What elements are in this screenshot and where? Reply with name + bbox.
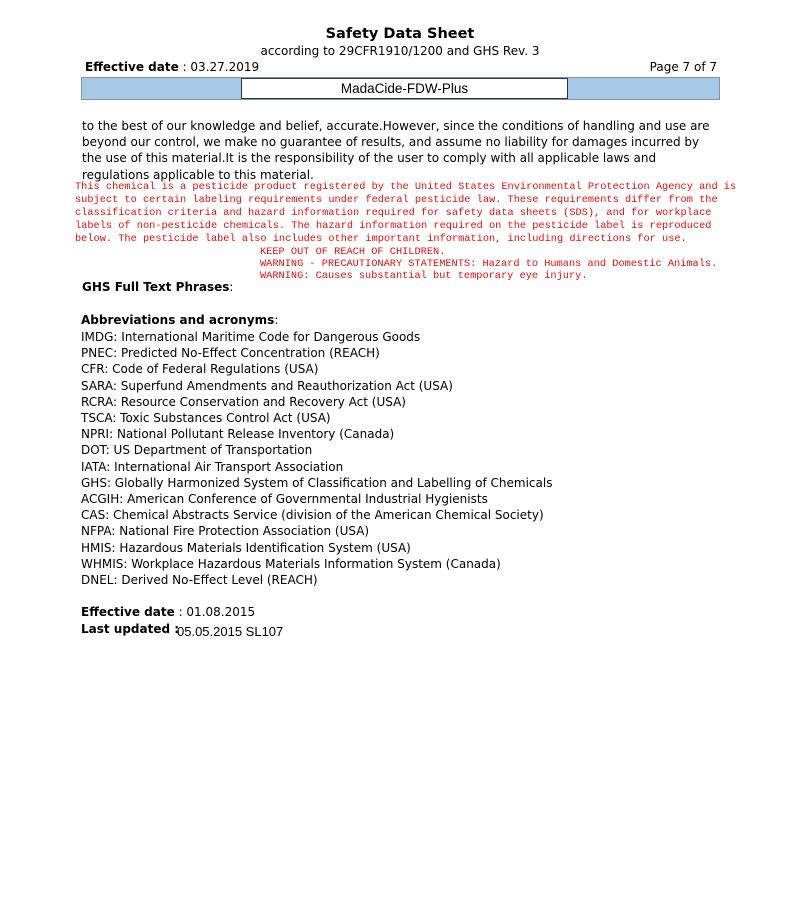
list-item: DOT: US Department of Transportation bbox=[81, 443, 313, 458]
pesticide-notice: This chemical is a pesticide product registered by the United States Environmental Protection Agency and is subject to certain labeling requirements under federal pesticide law. These requirements differ from the classification criteria and hazard information required for safety data sheets (SDS), and for workplace labels of non-pesticide chemicals. The hazard information required on the pesticide label is reproduced below. The pesticide label also includes other important information, including directions for use. bbox=[75, 181, 737, 245]
document-title: Safety Data Sheet bbox=[325, 26, 475, 42]
abbreviations-list bbox=[81, 329, 552, 588]
list-item: SARA: Superfund Amendments and Reauthorization Act (USA) bbox=[81, 378, 453, 393]
last-updated-value: 05.05.2015 SL107 bbox=[177, 624, 284, 639]
page-number: Page 7 of 7 bbox=[649, 60, 717, 74]
list-item: CAS: Chemical Abstracts Service (division of the American Chemical Society) bbox=[81, 508, 544, 523]
list-item: IATA: International Air Transport Association bbox=[81, 459, 344, 474]
list-item: DNEL: Derived No-Effect Level (REACH) bbox=[81, 573, 318, 588]
list-item: RCRA: Resource Conservation and Recovery Act (USA) bbox=[81, 394, 406, 409]
list-item: NPRI: National Pollutant Release Inventory (Canada) bbox=[81, 427, 395, 442]
effective-date-label: Effective date bbox=[85, 60, 179, 74]
list-item: CFR: Code of Federal Regulations (USA) bbox=[81, 362, 319, 377]
list-item: GHS: Globally Harmonized System of Classification and Labelling of Chemicals bbox=[81, 475, 553, 490]
abbreviations-heading-text: Abbreviations and acronyms bbox=[81, 313, 275, 327]
effective-date-bottom-value: : 01.08.2015 bbox=[178, 605, 256, 619]
list-item: NFPA: National Fire Protection Association (USA) bbox=[81, 524, 370, 539]
abbreviations-heading: Abbreviations and acronyms: bbox=[81, 313, 279, 327]
list-item: ACGIH: American Conference of Governmental Industrial Hygienists bbox=[81, 492, 488, 507]
label-line-eye-injury: WARNING: Causes substantial but temporary eye injury. bbox=[260, 270, 588, 280]
label-line-keep-out: KEEP OUT OF REACH OF CHILDREN. bbox=[260, 246, 446, 258]
ghs-heading-text: GHS Full Text Phrases bbox=[82, 280, 230, 294]
effective-date-top bbox=[85, 60, 259, 74]
list-item: TSCA: Toxic Substances Control Act (USA) bbox=[81, 411, 331, 426]
effective-date-bottom bbox=[81, 605, 255, 619]
list-item: WHMIS: Workplace Hazardous Materials Information System (Canada) bbox=[81, 556, 501, 571]
last-updated-label: Last updated : bbox=[81, 622, 180, 636]
effective-date-value: : 03.27.2019 bbox=[182, 60, 260, 74]
list-item: PNEC: Predicted No-Effect Concentration (REACH) bbox=[81, 346, 380, 361]
last-updated-label-text: Last updated bbox=[81, 622, 171, 636]
product-name: MadaCide-FDW-Plus bbox=[241, 78, 568, 99]
ghs-heading: GHS Full Text Phrases: bbox=[82, 280, 234, 294]
document-subtitle: according to 29CFR1910/1200 and GHS Rev. 3 bbox=[260, 44, 540, 58]
effective-date-bottom-label: Effective date bbox=[81, 605, 175, 619]
list-item: IMDG: International Maritime Code for Dangerous Goods bbox=[81, 330, 421, 344]
label-line-precautionary: WARNING - PRECAUTIONARY STATEMENTS: Hazard to Humans and Domestic Animals. bbox=[260, 258, 718, 270]
list-item: HMIS: Hazardous Materials Identification System (USA) bbox=[81, 540, 411, 555]
disclaimer-paragraph: to the best of our knowledge and belief, accurate.However, since the conditions of handling and use are beyond our control, we make no guarantee of results, and assume no liability for damages incurred by the use of this material.It is the responsibility of the user to comply with all applicable laws and regulations applicable to this material. bbox=[82, 119, 710, 182]
